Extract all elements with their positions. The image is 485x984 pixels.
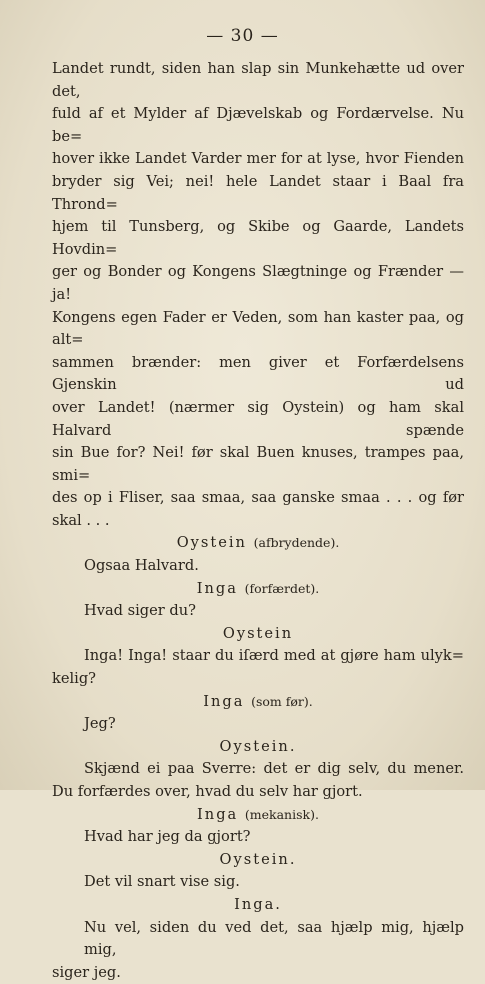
text-line: fuld af et Mylder af Djævelskab og Fordærvelse. Nu be=	[52, 105, 464, 145]
stage-direction: (som før).	[251, 693, 313, 709]
page-text	[52, 58, 464, 984]
dialogue-line: Nu vel, siden du ved det, saa hjælp mig, hjælp mig,	[84, 918, 464, 959]
text-line: ger og Bonder og Kongens Slægtninge og Frænder — ja!	[52, 263, 464, 303]
dialogue-line: Jeg?	[84, 715, 116, 733]
speaker-heading	[52, 578, 464, 601]
text-line: hjem til Tunsberg, og Skibe og Gaarde, Landets Hovdin=	[52, 218, 464, 258]
speaker-name: Oystein	[176, 534, 247, 552]
speaker-name: Inga	[197, 805, 239, 823]
text-line: over Landet! (nærmer sig Oystein) og ham skal Halvard spænde	[52, 398, 464, 439]
dialogue-line: Inga! Inga! staar du iſærd med at gjøre ham ulyk=	[84, 647, 464, 665]
dialogue-line: Hvad har jeg da gjort?	[84, 828, 251, 846]
speaker-heading	[52, 804, 464, 827]
speaker-heading	[52, 736, 464, 759]
stage-direction: (afbrydende).	[253, 535, 340, 551]
page-number: — 30 —	[206, 26, 279, 46]
speaker-name: Inga	[203, 692, 245, 710]
text-line: Kongens egen Fader er Veden, som han kaster paa, og alt=	[52, 308, 464, 349]
speaker-name: Inga.	[234, 895, 282, 913]
dialogue-line: Det vil snart vise sig.	[84, 873, 240, 891]
text-line: Landet rundt, siden han slap sin Munkehætte ud over det,	[52, 60, 464, 100]
text-line: skal . . .	[52, 511, 110, 529]
stage-direction: (forfærdet).	[244, 580, 320, 596]
speaker-heading	[52, 849, 464, 872]
dialogue-line-continuation: Du forfærdes over, hvad du selv har gjort.	[52, 783, 363, 800]
text-line: des op i Fliser, saa smaa, saa ganske smaa . . . og før	[52, 489, 464, 507]
speaker-name: Oystein.	[219, 737, 297, 755]
text-line: sammen brænder: men giver et Forfærdelsens Gjenskin ud	[52, 353, 464, 394]
text-line: bryder sig Vei; nei! hele Landet staar i Baal fra Thrond=	[52, 172, 464, 213]
speaker-heading	[52, 532, 464, 555]
dialogue-line-continuation: siger jeg.	[52, 963, 121, 981]
speaker-heading	[52, 623, 464, 646]
dialogue-line: Ogsaa Halvard.	[84, 557, 199, 575]
speaker-heading	[52, 894, 464, 917]
speaker-name: Oystein	[222, 624, 294, 642]
speaker-name: Oystein.	[219, 850, 297, 868]
dialogue-line: Hvad siger du?	[84, 602, 196, 620]
text-line: hover ikke Landet Varder mer for at lyse, hvor Fienden	[52, 150, 464, 168]
stage-direction: (mekanisk).	[244, 806, 319, 822]
dialogue-line-continuation: kelig?	[52, 670, 96, 688]
speaker-heading	[52, 691, 464, 714]
dialogue-line: Skjænd ei paa Sverre: det er dig selv, du mener.	[84, 760, 464, 778]
speaker-name: Inga	[196, 579, 238, 597]
text-line: sin Bue for? Nei! før skal Buen knuses, trampes paa, smi=	[52, 444, 464, 484]
